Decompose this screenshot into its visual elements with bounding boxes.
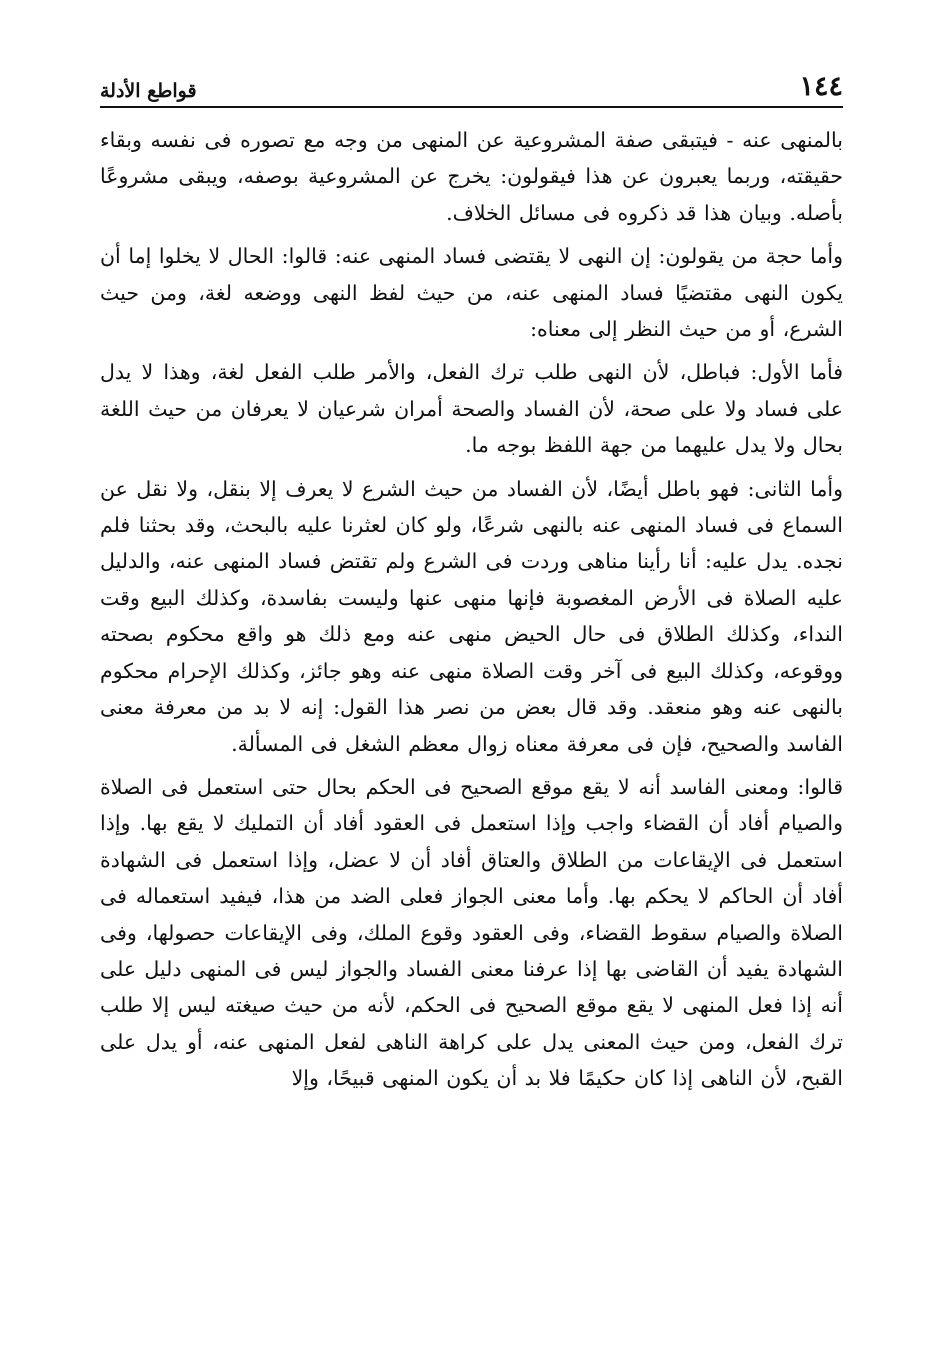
paragraph: بالمنهى عنه - فيتبقى صفة المشروعية عن المنهى من وجه مع تصوره فى نفسه وبقاء حقيقته، وربما يعبرون عن هذا فيقولون: يخرج عن المشروعية بوصفه، ويبقى مشروعًا بأصله. وبيان هذا قد ذكروه فى مسائل الخلاف. — [100, 128, 843, 225]
body-text — [100, 122, 843, 1097]
paragraph: فأما الأول: فباطل، لأن النهى طلب ترك الفعل، والأمر طلب الفعل لغة، وهذا لا يدل على فساد ولا على صحة، لأن الفساد والصحة أمران شرعيان لا يعرفان من حيث اللغة بحال ولا يدل عليهما من جهة اللفظ بوجه ما. — [100, 360, 843, 458]
page-number: ١٤٤ — [799, 71, 843, 102]
running-title: قواطع الأدلة — [100, 80, 197, 102]
paragraph: وأما حجة من يقولون: إن النهى لا يقتضى فساد المنهى عنه: قالوا: الحال لا يخلوا إما أن يكون النهى مقتضيًا فساد المنهى عنه، من حيث لفظ النهى ووضعه لغة، ومن حيث الشرع، أو من حيث النظر إلى معناه: — [100, 244, 843, 342]
paragraph: قالوا: ومعنى الفاسد أنه لا يقع موقع الصحيح فى الحكم بحال حتى استعمل فى الصلاة والصيام أفاد أن القضاء واجب وإذا استعمل فى العقود أفاد أن التمليك لا يقع بها. وإذا استعمل فى الإيقاعات من الطلاق والعتاق أفاد أن لا عضل، وإذا استعمل فى الشهادة أفاد أن الحاكم لا يحكم بها. وأما معنى الجواز فعلى الضد من هذا، فيفيد استعماله فى الصلاة والصيام سقوط القضاء، وفى العقود وقوع الملك، وفى الإيقاعات حصولها، وفى الشهادة يفيد أن القاضى بها إذا عرفنا معنى الفساد والجواز ليس فى المنهى دليل على أنه إذا فعل المنهى لا يقع موقع الصحيح فى الحكم، لأنه من حيث صيغته ليس إلا طلب ترك الفعل، ومن حيث المعنى يدل على كراهة الناهى لفعل المنهى عنه، أو يدل على القبح، لأن الناهى إذا كان حكيمًا فلا بد أن يكون المنهى قبيحًا، وإلا — [100, 774, 843, 1091]
paragraph: وأما الثانى: فهو باطل أيضًا، لأن الفساد من حيث الشرع لا يعرف إلا بنقل، ولا نقل عن السماع فى فساد المنهى عنه بالنهى شرعًا، ولو كان لعثرنا عليه بالبحث، وقد بحثنا فلم نجده. يدل عليه: أنا رأينا مناهى وردت فى الشرع ولم تقتض فساد المنهى عنه، والدليل عليه الصلاة فى الأرض المغصوبة فإنها منهى عنها وليست بفاسدة، وكذلك البيع وقت النداء، وكذلك الطلاق فى حال الحيض منهى عنه ومع ذلك هو واقع محكوم بصحته ووقوعه، وكذلك البيع فى آخر وقت الصلاة منهى عنه وهو جائز، وكذلك الإحرام محكوم بالنهى عنه وهو منعقد. وقد قال بعض من نصر هذا القول: إنه لا بد من معرفة معنى الفاسد والصحيح، فإن فى معرفة معناه زوال معظم الشغل فى المسألة. — [100, 476, 843, 756]
page-header — [100, 62, 843, 108]
